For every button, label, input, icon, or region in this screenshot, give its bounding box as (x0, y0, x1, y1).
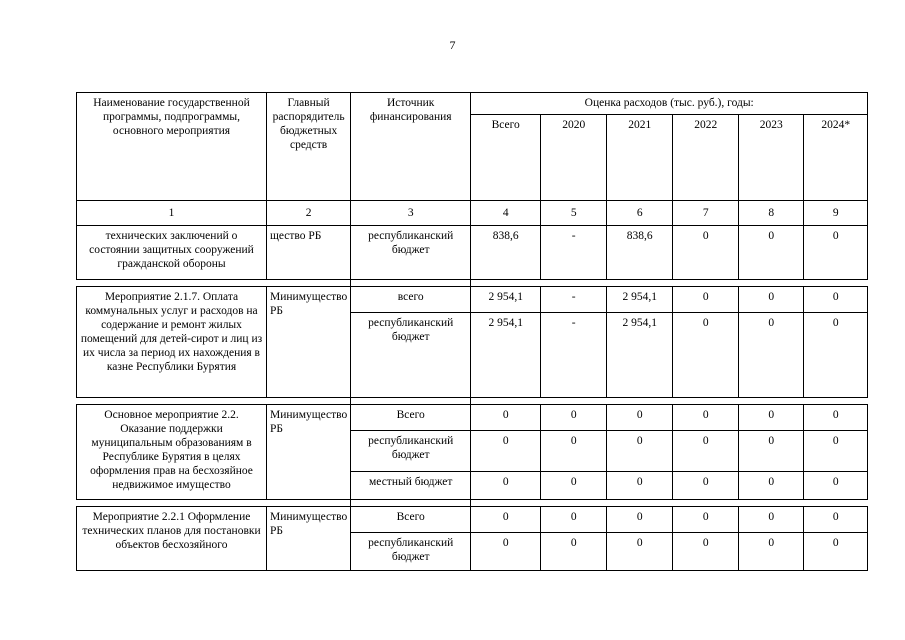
value-cell: 0 (541, 472, 607, 500)
gap-cell (804, 398, 868, 405)
funding-source-cell: местный бюджет (351, 472, 471, 500)
group-gap (77, 280, 868, 287)
value-cell: 0 (804, 287, 868, 313)
value-cell: 0 (541, 405, 607, 431)
column-number: 8 (739, 201, 804, 226)
header-year: 2023 (739, 115, 804, 201)
value-cell: 0 (739, 472, 804, 500)
value-cell: 0 (607, 405, 673, 431)
gap-cell (673, 280, 739, 287)
column-number: 9 (804, 201, 868, 226)
value-cell: 0 (739, 313, 804, 398)
gap-cell (804, 280, 868, 287)
funding-source-cell: республиканский бюджет (351, 533, 471, 571)
gap-cell (739, 280, 804, 287)
group-gap (77, 398, 868, 405)
value-cell: 0 (541, 507, 607, 533)
value-cell: 0 (541, 431, 607, 472)
value-cell: 0 (607, 431, 673, 472)
value-cell: 838,6 (471, 226, 541, 280)
gap-cell (267, 280, 351, 287)
value-cell: 0 (673, 507, 739, 533)
table-body (77, 93, 868, 571)
program-name-cell: Мероприятие 2.1.7. Оплата коммунальных услуг и расходов на содержание и ремонт жилых помещений для детей-сирот и лиц из их числа за период их нахождения в казне Республики Бурятия (77, 287, 267, 398)
manager-cell: щество РБ (267, 226, 351, 280)
gap-cell (673, 500, 739, 507)
value-cell: 0 (804, 313, 868, 398)
value-cell: 0 (673, 405, 739, 431)
funding-source-cell: Всего (351, 405, 471, 431)
gap-cell (351, 398, 471, 405)
gap-cell (541, 398, 607, 405)
gap-cell (471, 500, 541, 507)
value-cell: 0 (739, 533, 804, 571)
value-cell: 0 (804, 533, 868, 571)
table-row (77, 507, 868, 533)
program-name-cell: Основное мероприятие 2.2. Оказание поддержки муниципальным образованиям в Республике Бурятия в целях оформления прав на бесхозяйное недвижимое имущество (77, 405, 267, 500)
value-cell: 0 (471, 431, 541, 472)
gap-cell (267, 398, 351, 405)
gap-cell (267, 500, 351, 507)
funding-source-cell: республиканский бюджет (351, 313, 471, 398)
gap-cell (471, 398, 541, 405)
value-cell: 0 (607, 472, 673, 500)
gap-cell (471, 280, 541, 287)
header-year: Всего (471, 115, 541, 201)
header-source: Источник финансирования (351, 93, 471, 201)
manager-cell: Минимущество РБ (267, 507, 351, 571)
gap-cell (541, 500, 607, 507)
value-cell: 0 (673, 431, 739, 472)
gap-cell (607, 500, 673, 507)
value-cell: 0 (739, 507, 804, 533)
gap-cell (607, 280, 673, 287)
value-cell: 0 (471, 533, 541, 571)
value-cell: 0 (804, 226, 868, 280)
table-row (77, 287, 868, 313)
column-number: 1 (77, 201, 267, 226)
column-number: 5 (541, 201, 607, 226)
value-cell: 0 (739, 226, 804, 280)
gap-cell (351, 500, 471, 507)
column-number: 6 (607, 201, 673, 226)
gap-cell (739, 500, 804, 507)
gap-cell (351, 280, 471, 287)
value-cell: 0 (739, 405, 804, 431)
value-cell: 0 (673, 313, 739, 398)
gap-cell (673, 398, 739, 405)
value-cell: 0 (471, 405, 541, 431)
group-gap (77, 500, 868, 507)
value-cell: 0 (739, 287, 804, 313)
gap-cell (77, 280, 267, 287)
column-number: 3 (351, 201, 471, 226)
value-cell: 0 (673, 287, 739, 313)
value-cell: 838,6 (607, 226, 673, 280)
funding-source-cell: всего (351, 287, 471, 313)
value-cell: 0 (607, 533, 673, 571)
value-cell: 0 (804, 507, 868, 533)
gap-cell (541, 280, 607, 287)
gap-cell (804, 500, 868, 507)
gap-cell (739, 398, 804, 405)
column-number: 4 (471, 201, 541, 226)
header-year: 2021 (607, 115, 673, 201)
table-row (77, 226, 868, 280)
header-year: 2022 (673, 115, 739, 201)
value-cell: 0 (804, 405, 868, 431)
value-cell: 0 (673, 472, 739, 500)
header-estimate: Оценка расходов (тыс. руб.), годы: (471, 93, 868, 115)
gap-cell (77, 500, 267, 507)
column-number: 2 (267, 201, 351, 226)
gap-cell (607, 398, 673, 405)
table-row (77, 405, 868, 431)
value-cell: 2 954,1 (607, 313, 673, 398)
funding-source-cell: Всего (351, 507, 471, 533)
value-cell: 0 (607, 507, 673, 533)
program-name-cell: Мероприятие 2.2.1 Оформление технических планов для постановки объектов бесхозяйного (77, 507, 267, 571)
value-cell: 2 954,1 (607, 287, 673, 313)
value-cell: 0 (673, 226, 739, 280)
value-cell: 0 (541, 533, 607, 571)
value-cell: 2 954,1 (471, 287, 541, 313)
manager-cell: Минимущество РБ (267, 287, 351, 398)
value-cell: 0 (739, 431, 804, 472)
program-name-cell: технических заключений о состоянии защитных сооружений гражданской обороны (77, 226, 267, 280)
funding-source-cell: республиканский бюджет (351, 431, 471, 472)
funding-source-cell: республиканский бюджет (351, 226, 471, 280)
value-cell: 0 (804, 472, 868, 500)
value-cell: 0 (471, 472, 541, 500)
value-cell: 0 (673, 533, 739, 571)
header-year: 2024* (804, 115, 868, 201)
value-cell: - (541, 313, 607, 398)
page-number: 7 (449, 38, 456, 52)
value-cell: 0 (804, 431, 868, 472)
header-year: 2020 (541, 115, 607, 201)
value-cell: - (541, 226, 607, 280)
gap-cell (77, 398, 267, 405)
value-cell: 0 (471, 507, 541, 533)
header-program: Наименование государственной программы, подпрограммы, основного мероприятия (77, 93, 267, 201)
manager-cell: Минимущество РБ (267, 405, 351, 500)
budget-table (76, 92, 868, 571)
value-cell: 2 954,1 (471, 313, 541, 398)
header-manager: Главный распорядитель бюджетных средств (267, 93, 351, 201)
column-number: 7 (673, 201, 739, 226)
value-cell: - (541, 287, 607, 313)
